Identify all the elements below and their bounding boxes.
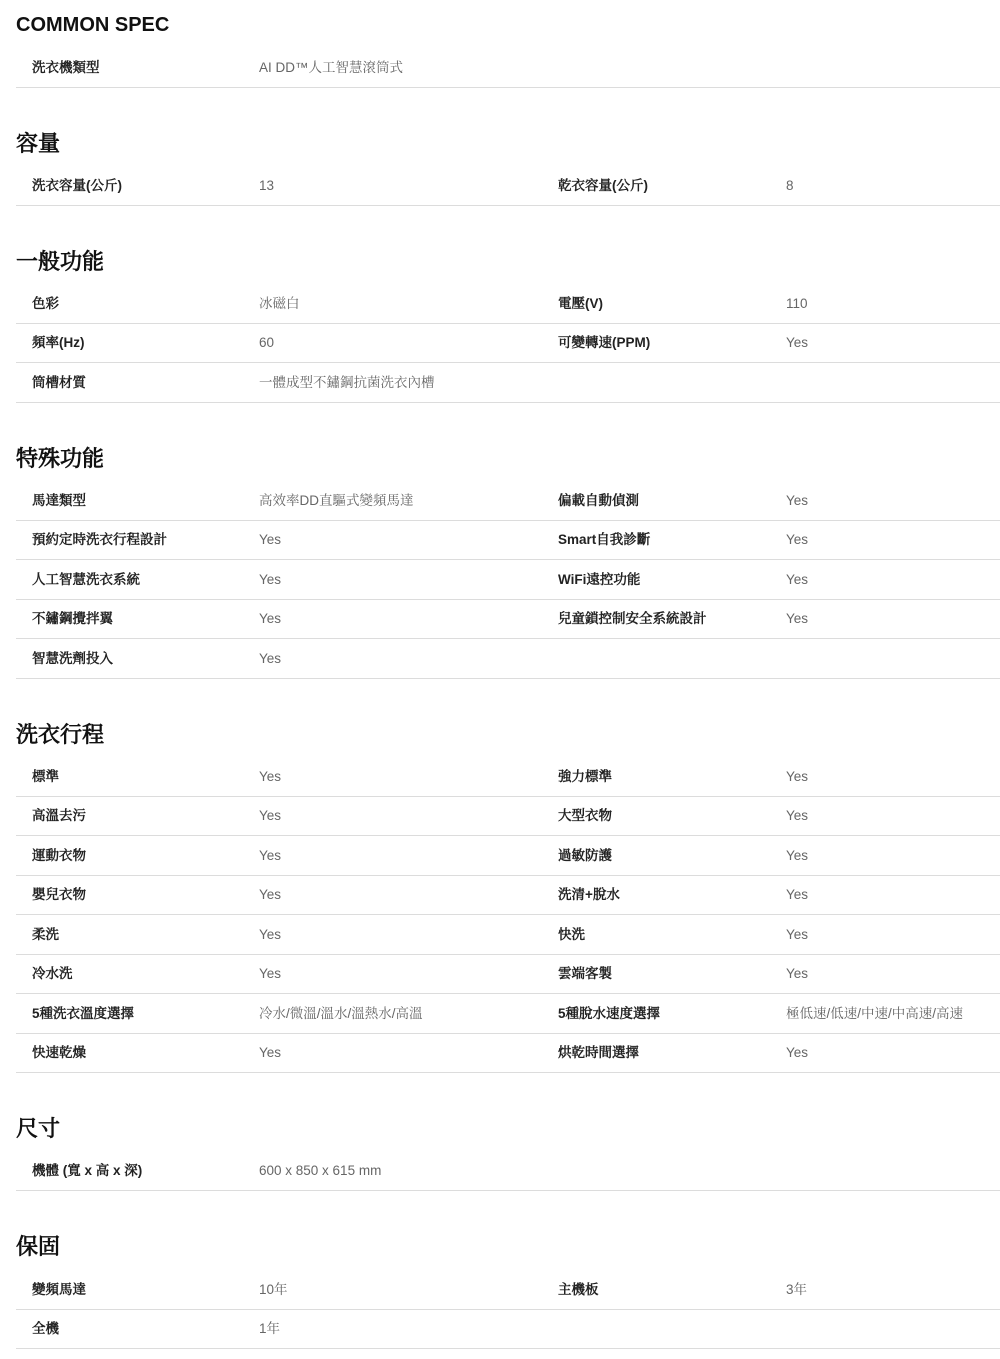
spec-label: 智慧洗劑投入 — [32, 651, 113, 666]
spec-row — [16, 955, 1000, 994]
spec-value: Yes — [786, 966, 809, 981]
spec-label: 洗清+脫水 — [558, 887, 620, 902]
spec-row — [16, 324, 1000, 363]
spec-row — [16, 876, 1000, 915]
section-title-common-spec: COMMON SPEC — [16, 14, 170, 36]
spec-row — [16, 1271, 1000, 1310]
spec-row — [16, 797, 1000, 836]
spec-value: Yes — [259, 1045, 282, 1060]
spec-value: 高效率DD直驅式變頻馬達 — [259, 493, 414, 508]
spec-value: Yes — [786, 848, 809, 863]
spec-label: 色彩 — [32, 296, 59, 311]
spec-label: 馬達類型 — [32, 493, 86, 508]
spec-label: 5種洗衣溫度選擇 — [32, 1006, 135, 1021]
section-title-capacity: 容量 — [16, 131, 61, 156]
spec-value: 60 — [259, 335, 275, 350]
spec-value: 10年 — [259, 1282, 288, 1297]
spec-value: 一體成型不鏽鋼抗菌洗衣內槽 — [259, 375, 435, 390]
spec-value: Yes — [786, 1045, 809, 1060]
spec-value: Yes — [786, 335, 809, 350]
spec-label: 頻率(Hz) — [32, 335, 85, 350]
spec-value: Yes — [259, 966, 282, 981]
spec-row — [16, 995, 1000, 1034]
spec-value: Yes — [259, 572, 282, 587]
spec-label: 柔洗 — [32, 927, 59, 942]
spec-label: Smart自我診斷 — [558, 532, 651, 547]
spec-row — [16, 916, 1000, 955]
spec-label: 大型衣物 — [558, 808, 612, 823]
spec-value: 1年 — [259, 1321, 281, 1336]
spec-label: 機體 (寬 x 高 x 深) — [32, 1163, 143, 1178]
spec-value: Yes — [259, 769, 282, 784]
section-title-wash-programs: 洗衣行程 — [16, 722, 105, 747]
spec-value: Yes — [259, 611, 282, 626]
spec-value: 冷水/微溫/溫水/溫熱水/高溫 — [259, 1006, 423, 1021]
spec-row — [16, 600, 1000, 639]
spec-label: 運動衣物 — [32, 848, 86, 863]
spec-label: 預約定時洗衣行程設計 — [32, 532, 167, 547]
spec-row — [16, 167, 1000, 206]
spec-value: AI DD™人工智慧滾筒式 — [259, 60, 404, 75]
spec-value: 冰磁白 — [259, 296, 300, 311]
spec-label: 主機板 — [558, 1282, 599, 1297]
spec-row — [16, 364, 1000, 403]
spec-value: Yes — [786, 572, 809, 587]
spec-value: Yes — [259, 651, 282, 666]
spec-row — [16, 521, 1000, 560]
spec-label: 不鏽鋼攪拌翼 — [32, 611, 113, 626]
spec-value: Yes — [786, 887, 809, 902]
spec-label: 洗衣容量(公斤) — [32, 178, 122, 193]
section-title-warranty: 保固 — [16, 1234, 61, 1259]
spec-label: 電壓(V) — [558, 296, 603, 311]
spec-row — [16, 482, 1000, 521]
spec-value: Yes — [259, 887, 282, 902]
spec-value: Yes — [259, 532, 282, 547]
spec-row — [16, 561, 1000, 600]
spec-value: Yes — [259, 927, 282, 942]
spec-label: 可變轉速(PPM) — [558, 335, 651, 350]
spec-row — [16, 1310, 1000, 1349]
spec-row — [16, 49, 1000, 88]
spec-label: 全機 — [32, 1321, 59, 1336]
spec-value: Yes — [786, 493, 809, 508]
spec-value: 110 — [786, 296, 808, 311]
spec-row — [16, 1034, 1000, 1073]
section-title-special: 特殊功能 — [16, 446, 105, 471]
spec-value: Yes — [786, 927, 809, 942]
spec-label: 筒槽材質 — [32, 375, 86, 390]
spec-label: WiFi遠控功能 — [558, 572, 641, 587]
spec-row — [16, 285, 1000, 324]
section-title-dimensions: 尺寸 — [16, 1116, 61, 1141]
spec-value: Yes — [786, 611, 809, 626]
spec-label: 快速乾燥 — [32, 1045, 86, 1060]
spec-label: 變頻馬達 — [32, 1282, 86, 1297]
spec-value: Yes — [786, 532, 809, 547]
spec-label: 5種脫水速度選擇 — [558, 1006, 661, 1021]
spec-value: Yes — [786, 769, 809, 784]
spec-label: 嬰兒衣物 — [32, 887, 86, 902]
spec-label: 人工智慧洗衣系統 — [32, 572, 140, 587]
spec-value: 極低速/低速/中速/中高速/高速 — [786, 1006, 964, 1021]
spec-label: 快洗 — [558, 927, 585, 942]
spec-value: 13 — [259, 178, 275, 193]
spec-row — [16, 837, 1000, 876]
spec-value: Yes — [259, 808, 282, 823]
spec-label: 雲端客製 — [558, 966, 612, 981]
spec-value: 600 x 850 x 615 mm — [259, 1163, 382, 1178]
spec-label: 過敏防護 — [558, 848, 612, 863]
spec-label: 洗衣機類型 — [32, 60, 100, 75]
spec-label: 高溫去污 — [32, 808, 86, 823]
spec-row — [16, 1152, 1000, 1191]
spec-label: 乾衣容量(公斤) — [558, 178, 648, 193]
section-title-general: 一般功能 — [16, 249, 105, 274]
spec-row — [16, 640, 1000, 679]
spec-label: 烘乾時間選擇 — [558, 1045, 639, 1060]
spec-label: 兒童鎖控制安全系統設計 — [558, 611, 707, 626]
spec-label: 冷水洗 — [32, 966, 73, 981]
spec-value: Yes — [786, 808, 809, 823]
spec-label: 強力標準 — [558, 769, 612, 784]
spec-value: Yes — [259, 848, 282, 863]
spec-value: 8 — [786, 178, 794, 193]
spec-value: 3年 — [786, 1282, 808, 1297]
spec-row — [16, 758, 1000, 797]
spec-label: 標準 — [32, 769, 59, 784]
spec-label: 偏載自動偵測 — [558, 493, 639, 508]
